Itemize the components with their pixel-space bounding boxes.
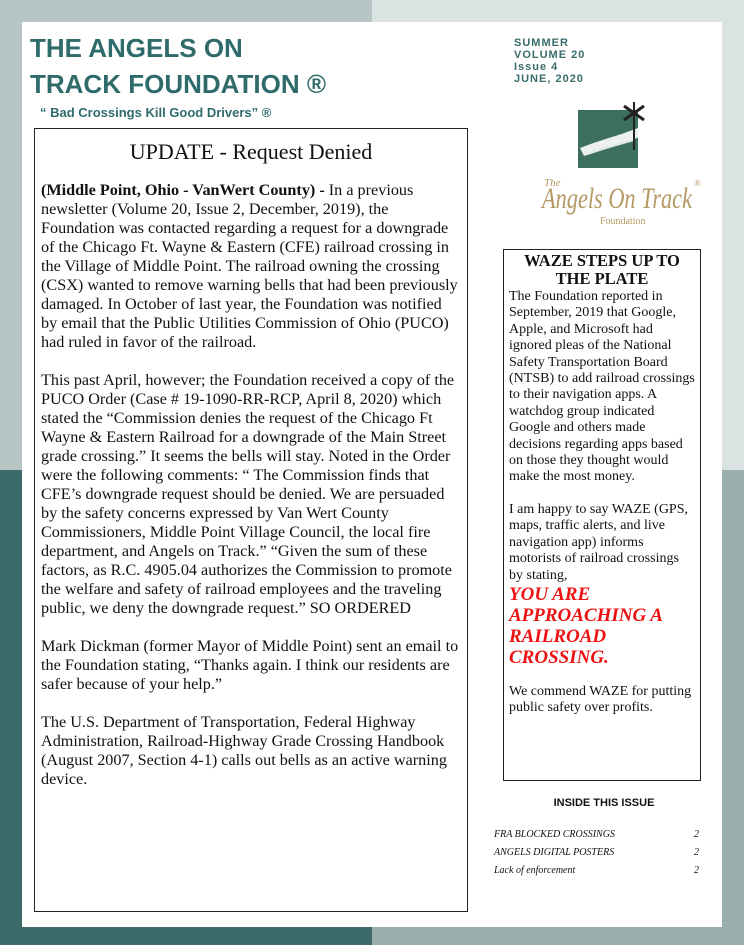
sidebar-paragraph <box>509 502 695 668</box>
table-of-contents <box>494 826 699 880</box>
article-paragraph: Mark Dickman (former Mayor of Middle Point) sent an email to the Foundation stating, “Thanks again. I think our residents are safer because of your help.” <box>41 637 459 693</box>
issue-info <box>514 37 585 85</box>
masthead-line-2: TRACK FOUNDATION ® <box>30 69 326 99</box>
toc-item[interactable] <box>494 826 699 844</box>
issue-date: JUNE, 2020 <box>514 73 584 85</box>
article-paragraph: This past April, however; the Foundation received a copy of the PUCO Order (Case # 19-1090-RR-RCP, April 8, 2020) which stated the “Commission denies the request of the Chicago Ft Wayne & Eastern Railroad for a downgrade of the Main Street grade crossing.” It seems the bells will stay. Noted in the Order were the following comments: “ The Commission finds that CFE’s downgrade request should be denied. We are persuaded by the safety concerns expressed by Van Wert County Commissioners, Middle Point Village Council, the local fire department, and Angels on Track.” “Given the sum of these factors, as R.C. 4905.04 authorizes the Commission to promote the welfare and safety of railroad employees and the traveling public, we deny the downgrade request.” SO ORDERED <box>41 371 455 617</box>
logo-text-reg: ® <box>694 178 701 188</box>
toc-item[interactable] <box>494 862 699 880</box>
sidebar-text: I am happy to say WAZE (GPS, maps, traffic alerts, and live navigation app) informs motorists of railroad crossings by stating, <box>509 501 688 583</box>
tagline: “ Bad Crossings Kill Good Drivers” ® <box>40 105 272 120</box>
masthead-line-1: THE ANGELS ON <box>30 33 243 63</box>
sidebar-article <box>503 249 701 781</box>
article-heading: UPDATE - Request Denied <box>129 139 373 164</box>
logo-text-main: Angels On Track <box>540 182 693 215</box>
issue-volume: VOLUME 20 <box>514 49 586 61</box>
sidebar-paragraph: We commend WAZE for putting public safety over profits. <box>509 683 692 716</box>
article-text: In a previous newsletter (Volume 20, Issue 2, December, 2019), the Foundation was contacted regarding a request for a downgrade of the Chicago Ft. Wayne & Eastern (CFE) railroad crossing in the Village of Middle Point. The railroad owning the crossing (CSX) wanted to remove warning bells that had been previously damaged. In October of last year, the Foundation was notified by email that the Public Utilities Commission of Ohio (PUCO) had ruled in favor of the railroad. <box>41 181 458 351</box>
masthead-title <box>30 30 326 102</box>
main-article <box>34 128 468 912</box>
toc-item-label: FRA BLOCKED CROSSINGS <box>494 829 615 840</box>
issue-number: Issue 4 <box>514 61 559 73</box>
logo-text-foundation: Foundation <box>600 216 646 227</box>
toc-item-page: 2 <box>694 829 699 840</box>
toc-item[interactable] <box>494 844 699 862</box>
toc-item-label: ANGELS DIGITAL POSTERS <box>494 847 615 858</box>
logo-text-the: The <box>544 177 561 189</box>
inside-issue-title: INSIDE THIS ISSUE <box>553 797 655 809</box>
angels-on-track-logo <box>530 100 710 235</box>
article-body <box>41 181 461 808</box>
toc-item-label: Lack of enforcement <box>494 865 576 876</box>
toc-item-page: 2 <box>694 865 699 876</box>
waze-warning-text: YOU ARE APPROACHING A RAILROAD CROSSING. <box>509 583 662 668</box>
article-dateline: (Middle Point, Ohio - VanWert County) - <box>41 181 329 199</box>
sidebar-heading: WAZE STEPS UP TO THE PLATE <box>524 251 680 288</box>
sidebar-paragraph: The Foundation reported in September, 2019 that Google, Apple, and Microsoft had ignored pleas of the National Safety Transportation Board (NTSB) to add railroad crossings to their navigation apps. A watchdog group indicated Google and others made decisions regarding apps based on those they thought would make the most money. <box>509 289 695 485</box>
article-paragraph: The U.S. Department of Transportation, Federal Highway Administration, Railroad-Highway Grade Crossing Handbook (August 2007, Section 4-1) calls out bells as an active warning device. <box>41 713 447 788</box>
article-paragraph <box>41 181 461 352</box>
toc-item-page: 2 <box>694 847 699 858</box>
issue-season: SUMMER <box>514 37 569 49</box>
